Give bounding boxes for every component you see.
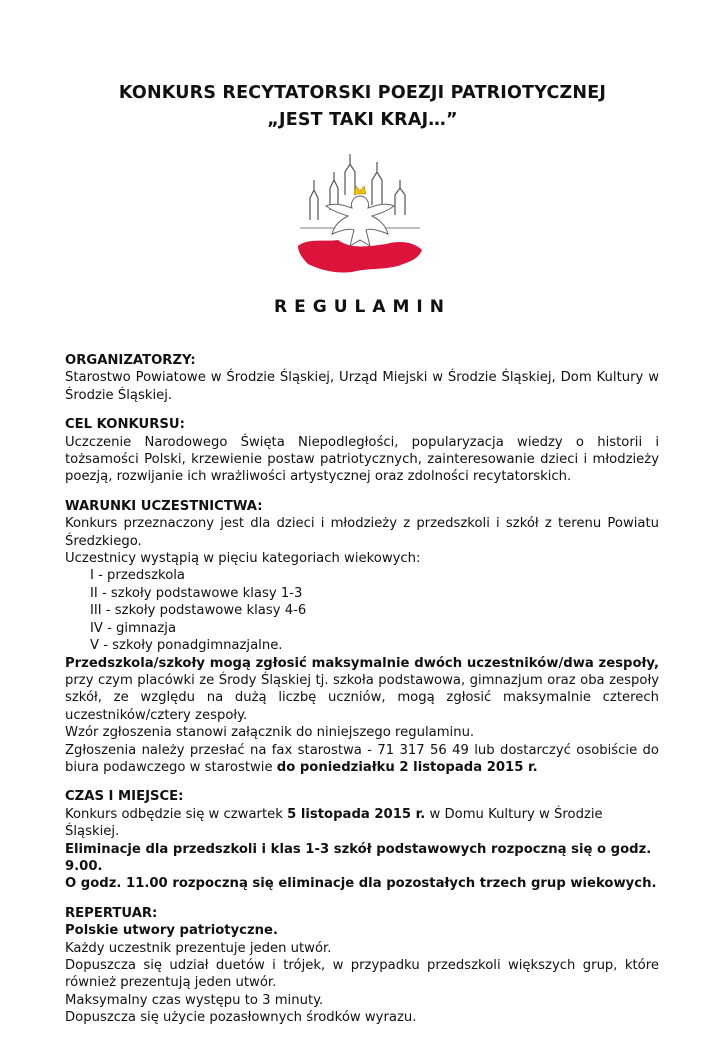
section-heading: REPERTUAR:	[65, 905, 158, 921]
category-item: IV - gimnazja	[90, 620, 177, 636]
section-text: Eliminacje dla przedszkoli i klas 1-3 szkół podstawowych rozpoczną się o godz. 9.00.	[65, 841, 652, 874]
document-title: KONKURS RECYTATORSKI POEZJI PATRIOTYCZNEJ	[118, 83, 607, 103]
category-item: III - szkoły podstawowe klasy 4-6	[90, 603, 307, 619]
regulations-body	[65, 352, 659, 1039]
category-item: I - przedszkola	[90, 568, 186, 584]
section-czas	[65, 788, 659, 892]
section-text: Dopuszcza się użycie pozasłownych środków wyrazu.	[65, 1010, 417, 1026]
section-cel	[65, 416, 659, 486]
section-text: Starostwo Powiatowe w Środzie Śląskiej, Urząd Miejski w Środzie Śląskiej, Dom Kultury w Środzie Śląskiej.	[65, 370, 659, 403]
regulamin-heading: REGULAMIN	[274, 297, 451, 317]
section-heading: CZAS I MIEJSCE:	[65, 789, 184, 805]
section-text: Każdy uczestnik prezentuje jeden utwór.	[65, 940, 332, 956]
polish-eagle-emblem-icon	[290, 150, 430, 280]
section-text: Wzór zgłoszenia stanowi załącznik do niniejszego regulaminu.	[65, 725, 475, 741]
section-text: Uczestnicy wystąpią w pięciu kategoriach wiekowych:	[65, 551, 421, 567]
section-text: Maksymalny czas występu to 3 minuty.	[65, 992, 324, 1008]
text: przy czym placówki ze Środy Śląskiej tj. szkoła podstawowa, gimnazjum oraz oba zespoły szkół, ze względu na dużą liczbę uczniów, mogą zgłosić maksymalnie czterech uczestników/cztery zespoły.	[65, 672, 659, 723]
section-text: Polskie utwory patriotyczne.	[65, 923, 279, 939]
section-warunki	[65, 498, 659, 777]
section-heading: CEL KONKURSU:	[65, 417, 185, 433]
section-text: Uczczenie Narodowego Święta Niepodległości, popularyzacja wiedzy o historii i tożsamości Polski, krzewienie postaw patriotycznych, zainteresowanie dzieci i młodzieży poezją, rozwijanie ich wrażliwości artystycznej oraz zdolności recytatorskich.	[65, 434, 659, 485]
category-item: V - szkoły ponadgimnazjalne.	[90, 638, 283, 654]
bold-text: Przedszkola/szkoły mogą zgłosić maksymalnie dwóch uczestników/dwa zespoły,	[65, 655, 659, 671]
text: w Domu Kultury w Środzie Śląskiej.	[65, 806, 603, 840]
section-text	[65, 742, 659, 777]
section-text	[65, 655, 659, 725]
section-text: O godz. 11.00 rozpoczną się eliminacje dla pozostałych trzech grup wiekowych.	[65, 876, 657, 892]
contest-motto: „JEST TAKI KRAJ…”	[267, 110, 458, 130]
section-repertuar	[65, 905, 659, 1027]
date-text: 5 listopada 2015 r.	[287, 806, 426, 822]
section-text	[65, 806, 659, 841]
section-text: Dopuszcza się udział duetów i trójek, w przypadku przedszkoli większych grup, które również prezentują jeden utwór.	[65, 958, 659, 991]
section-organizatorzy	[65, 352, 659, 404]
section-text: Konkurs przeznaczony jest dla dzieci i młodzieży z przedszkoli i szkół z terenu Powiatu Średzkiego.	[65, 516, 659, 549]
text: Konkurs odbędzie się w czwartek	[65, 806, 288, 822]
section-heading: ORGANIZATORZY:	[65, 353, 196, 368]
category-item: II - szkoły podstawowe klasy 1-3	[90, 585, 303, 601]
text: Zgłoszenia należy przesłać na fax starostwa - 71 317 56 49 lub dostarczyć osobiście do biura podawczego w starostwie	[65, 742, 659, 775]
deadline-text: do poniedziałku 2 listopada 2015 r.	[276, 759, 538, 775]
section-heading: WARUNKI UCZESTNICTWA:	[65, 498, 263, 514]
